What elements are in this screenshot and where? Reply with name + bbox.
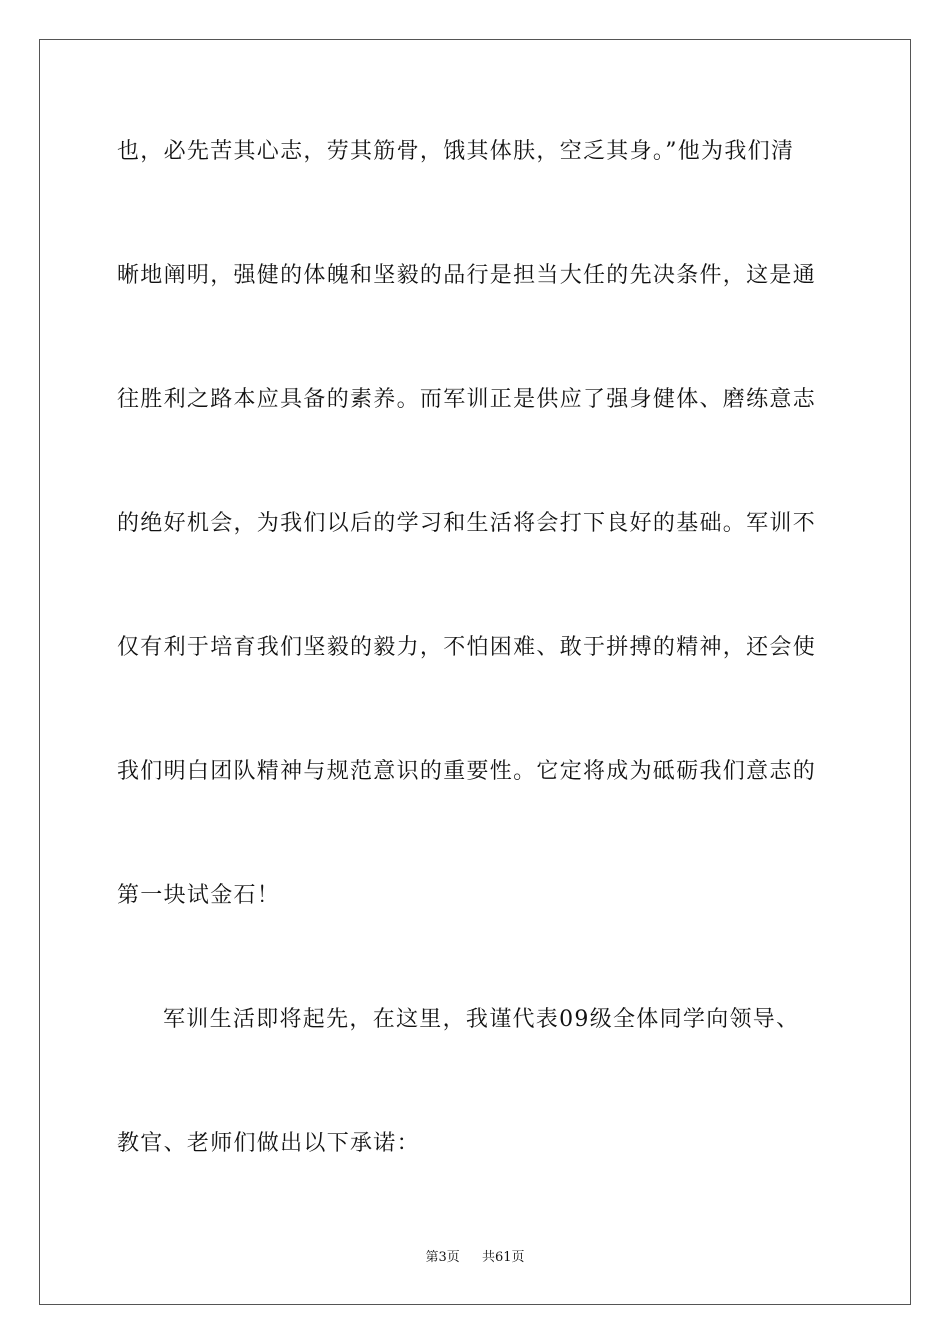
paragraph-line: 往胜利之路本应具备的素养。而军训正是供应了强身健体、磨练意志 <box>117 387 817 412</box>
page-frame <box>39 39 911 1305</box>
page-number: 第3页 <box>425 1250 460 1265</box>
paragraph-line: 晰地阐明，强健的体魄和坚毅的品行是担当大任的先决条件，这是通 <box>117 263 817 288</box>
page-footer <box>0 1249 950 1267</box>
paragraph-line-indented: 军训生活即将起先，在这里，我谨代表09级全体同学向领导、 <box>163 1007 800 1032</box>
page-total: 共61页 <box>482 1250 525 1265</box>
paragraph-line: 的绝好机会，为我们以后的学习和生活将会打下良好的基础。军训不 <box>117 511 817 536</box>
paragraph-line: 也，必先苦其心志，劳其筋骨，饿其体肤，空乏其身。”他为我们清 <box>117 139 795 164</box>
paragraph-line: 第一块试金石！ <box>117 883 281 908</box>
paragraph-line: 仅有利于培育我们坚毅的毅力，不怕困难、敢于拼搏的精神，还会使 <box>117 635 817 660</box>
paragraph-line: 我们明白团队精神与规范意识的重要性。它定将成为砥砺我们意志的 <box>117 759 817 784</box>
paragraph-line: 教官、老师们做出以下承诺： <box>117 1131 420 1156</box>
